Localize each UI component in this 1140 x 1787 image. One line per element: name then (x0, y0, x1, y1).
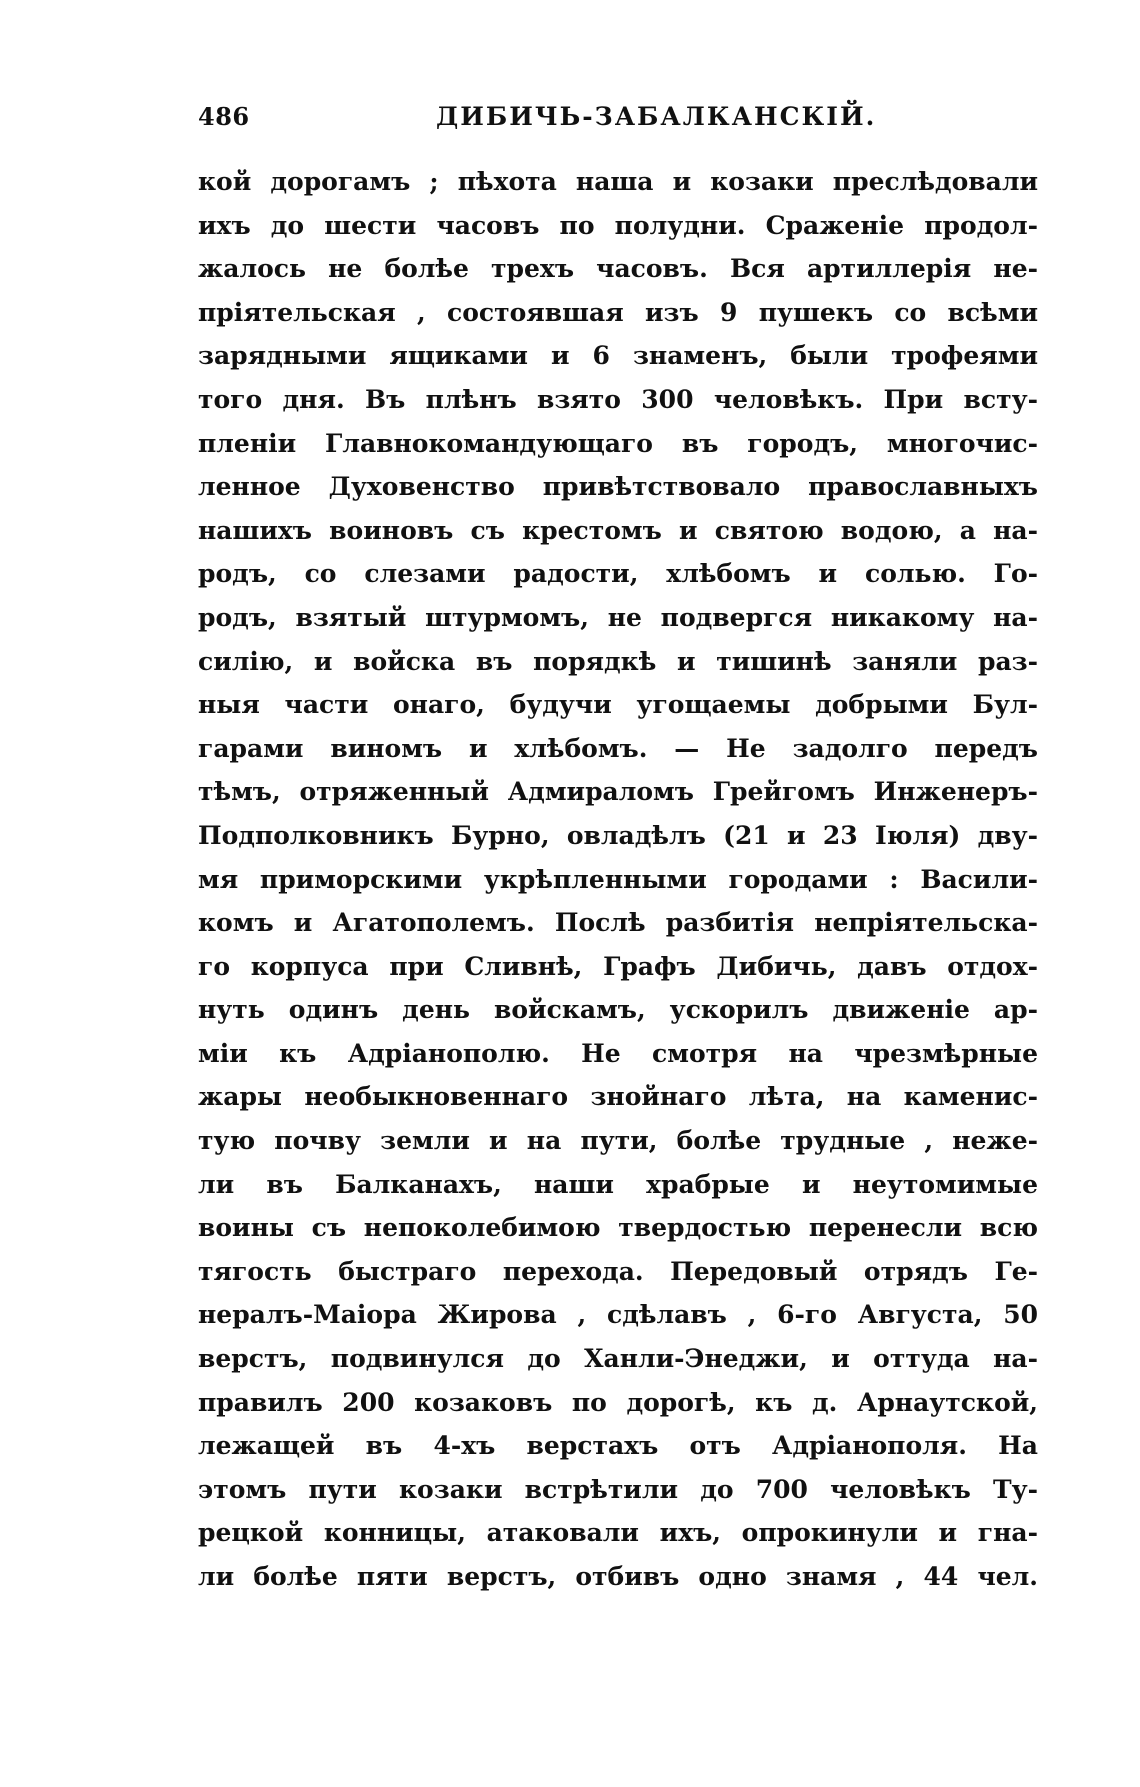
text-line: міи къ Адріанополю. Не смотря на чрезмѣрные (198, 1038, 1038, 1068)
page-header (198, 102, 1058, 142)
page-number: 486 (198, 102, 250, 131)
text-line: жалось не болѣе трехъ часовъ. Вся артиллерія не- (198, 254, 1038, 284)
text-line: ли въ Балканахъ, наши храбрые и неутомимые (198, 1169, 1038, 1199)
text-line: тую почву земли и на пути, болѣе трудные , неже- (198, 1126, 1038, 1156)
text-line: кой дорогамъ ; пѣхота наша и козаки преслѣдовали (198, 167, 1038, 196)
text-line: ныя части онаго, будучи угощаемы добрыми Бул- (198, 690, 1038, 720)
text-line: мя приморскими укрѣпленными городами : Васили- (198, 864, 1038, 894)
text-line: рецкой конницы, атаковали ихъ, опрокинули и гна- (198, 1518, 1038, 1548)
text-line: тѣмъ, отряженный Адмираломъ Грейгомъ Инженеръ- (198, 777, 1038, 807)
text-line: комъ и Агатополемъ. Послѣ разбитія непріятельска- (198, 908, 1038, 938)
text-line: пріятельская , состоявшая изъ 9 пушекъ со всѣми (198, 297, 1038, 327)
text-line: нашихъ воиновъ съ крестомъ и святою водою, а на- (198, 515, 1038, 545)
text-line: лежащей въ 4-хъ верстахъ отъ Адріанополя. На (198, 1431, 1038, 1461)
body-text (198, 160, 1038, 1599)
text-line: ленное Духовенство привѣтствовало православныхъ (198, 472, 1038, 502)
text-line: гарами виномъ и хлѣбомъ. — Не задолго передъ (198, 733, 1038, 763)
running-title: ДИБИЧЬ-ЗАБАЛКАНСКІЙ. (436, 102, 877, 131)
text-line: пленіи Главнокомандующаго въ городъ, многочис- (198, 428, 1038, 458)
text-line: ихъ до шести часовъ по полудни. Сраженіе продол- (198, 210, 1038, 240)
text-line: правилъ 200 козаковъ по дорогѣ, къ д. Арнаутской, (198, 1387, 1038, 1417)
text-line: тягость быстраго перехода. Передовый отрядъ Ге- (198, 1256, 1038, 1286)
text-line: Подполковникъ Бурно, овладѣлъ (21 и 23 Іюля) дву- (198, 820, 1038, 850)
text-line: ли болѣе пяти верстъ, отбивъ одно знамя , 44 чел. (198, 1562, 1038, 1591)
text-line: нералъ-Маіора Жирова , сдѣлавъ , 6-го Августа, 50 (198, 1300, 1038, 1330)
text-line: родъ, со слезами радости, хлѣбомъ и солью. Го- (198, 559, 1038, 589)
text-line: силію, и войска въ порядкѣ и тишинѣ заняли раз- (198, 646, 1038, 676)
text-line: этомъ пути козаки встрѣтили до 700 человѣкъ Ту- (198, 1474, 1038, 1504)
text-line: родъ, взятый штурмомъ, не подвергся никакому на- (198, 602, 1038, 632)
text-line: нуть одинъ день войскамъ, ускорилъ движеніе ар- (198, 995, 1038, 1025)
text-line: зарядными ящиками и 6 знаменъ, были трофеями (198, 341, 1038, 371)
text-line: верстъ, подвинулся до Ханли-Энеджи, и оттуда на- (198, 1344, 1038, 1374)
text-line: го корпуса при Сливнѣ, Графъ Дибичь, давъ отдох- (198, 951, 1038, 981)
text-line: жары необыкновеннаго знойнаго лѣта, на каменис- (198, 1082, 1038, 1112)
text-line: того дня. Въ плѣнъ взято 300 человѣкъ. При всту- (198, 384, 1038, 414)
text-line: воины съ непоколебимою твердостью перенесли всю (198, 1213, 1038, 1243)
